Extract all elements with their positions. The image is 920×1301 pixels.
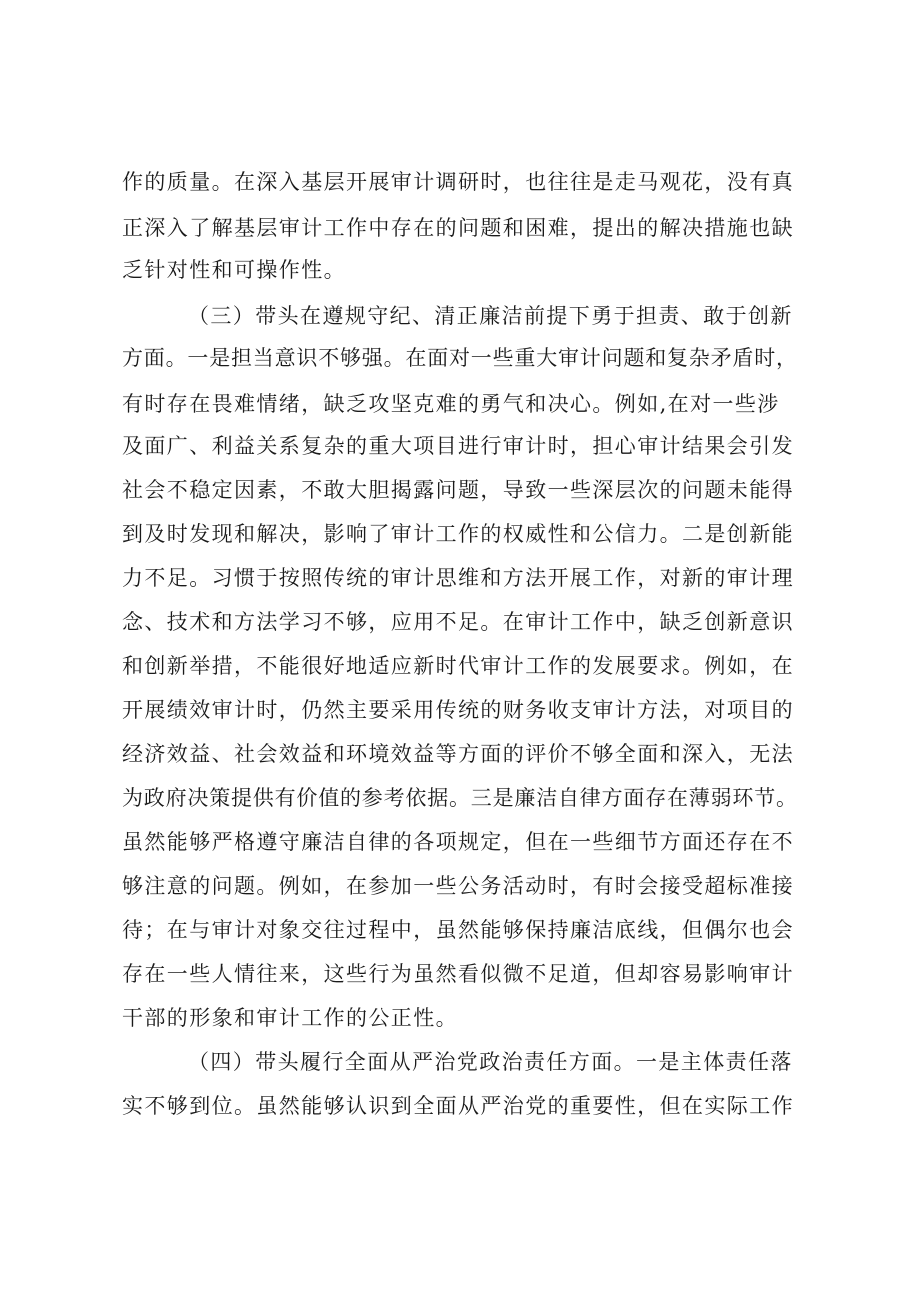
text-line: 待；在与审计对象交往过程中，虽然能够保持廉洁底线，但偶尔也会 (122, 918, 794, 942)
text-line: 方面。一是担当意识不够强。在面对一些重大审计问题和复杂矛盾时， (122, 346, 798, 370)
text-line: 干部的形象和审计工作的公正性。 (122, 1006, 458, 1030)
text-line: 念、技术和方法学习不够，应用不足。在审计工作中，缺乏创新意识 (122, 610, 794, 634)
text-line: 正深入了解基层审计工作中存在的问题和困难，提出的解决措施也缺 (122, 216, 794, 240)
text-line: 够注意的问题。例如，在参加一些公务活动时，有时会接受超标准接 (122, 874, 794, 898)
text-line: 乏针对性和可操作性。 (122, 258, 346, 282)
paragraph-heading-4: （四）带头履行全面从严治党政治责任方面。一是主体责任落 (188, 1050, 793, 1074)
text-line: 及面广、利益关系复杂的重大项目进行审计时，担心审计结果会引发 (122, 434, 794, 458)
text-line: 为政府决策提供有价值的参考依据。三是廉洁自律方面存在薄弱环节。 (122, 786, 798, 810)
text-line: 存在一些人情往来，这些行为虽然看似微不足道，但却容易影响审计 (122, 962, 794, 986)
text-line: 实不够到位。虽然能够认识到全面从严治党的重要性，但在实际工作 (122, 1094, 794, 1118)
text-line: 有时存在畏难情绪，缺乏攻坚克难的勇气和决心。例如,在对一些涉 (122, 392, 780, 416)
text-line: 作的质量。在深入基层开展审计调研时，也往往是走马观花，没有真 (122, 170, 794, 194)
text-line: 社会不稳定因素，不敢大胆揭露问题，导致一些深层次的问题未能得 (122, 478, 794, 502)
text-line: 力不足。习惯于按照传统的审计思维和方法开展工作，对新的审计理 (122, 566, 794, 590)
text-line: 和创新举措，不能很好地适应新时代审计工作的发展要求。例如，在 (122, 654, 794, 678)
text-line: 到及时发现和解决，影响了审计工作的权威性和公信力。二是创新能 (122, 522, 794, 546)
text-line: 经济效益、社会效益和环境效益等方面的评价不够全面和深入，无法 (122, 742, 794, 766)
text-line: 虽然能够严格遵守廉洁自律的各项规定，但在一些细节方面还存在不 (122, 830, 794, 854)
paragraph-heading-3: （三）带头在遵规守纪、清正廉洁前提下勇于担责、敢于创新 (188, 304, 793, 328)
text-line: 开展绩效审计时，仍然主要采用传统的财务收支审计方法，对项目的 (122, 698, 794, 722)
